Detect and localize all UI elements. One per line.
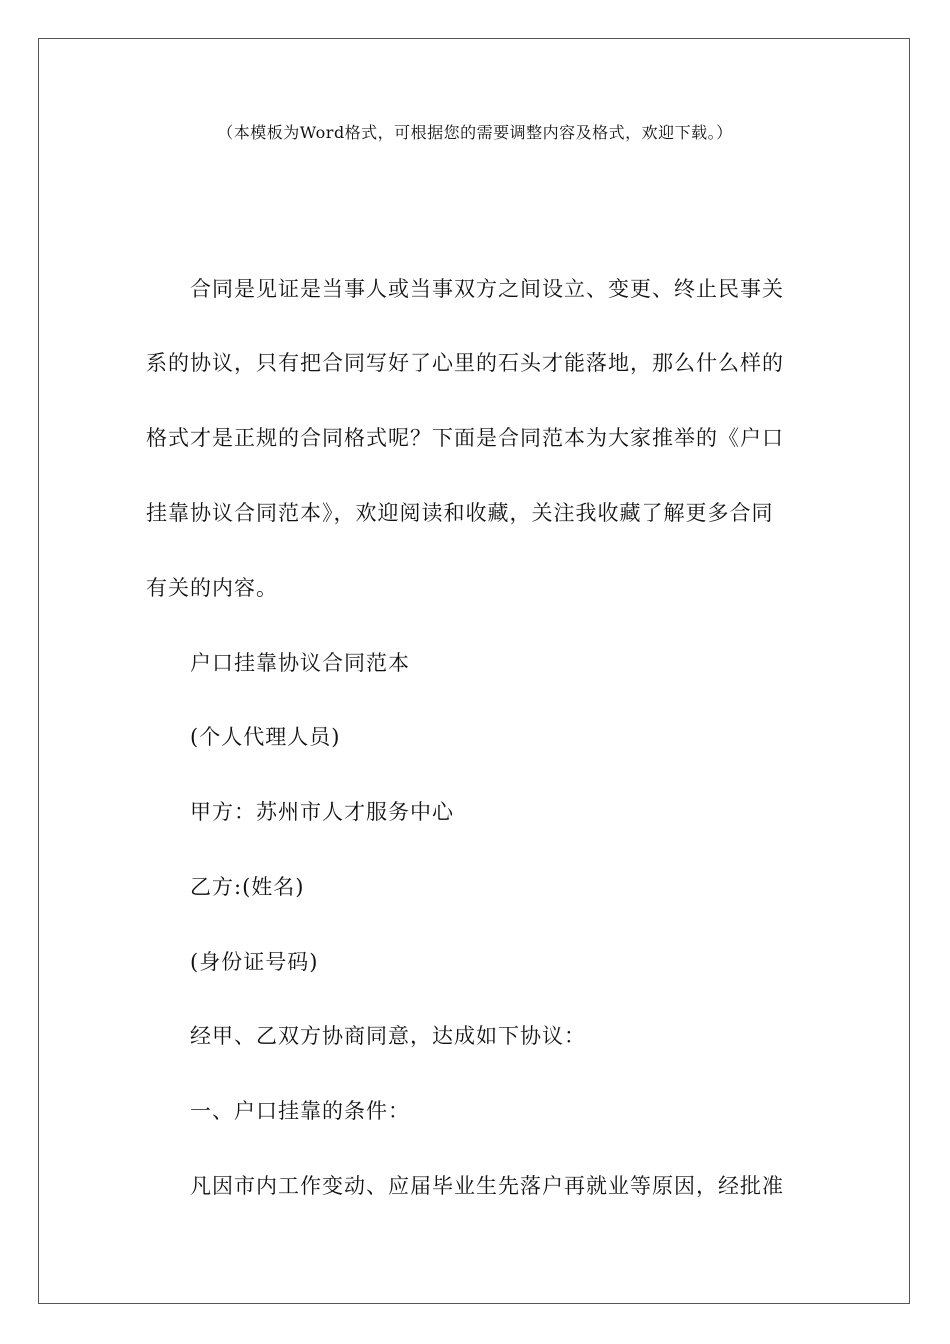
party-a: 甲方：苏州市人才服务中心 [190, 800, 454, 824]
document-page [38, 38, 910, 1304]
intro-line-3: 格式才是正规的合同格式呢？下面是合同范本为大家推举的《户口 [146, 426, 784, 450]
intro-line-2: 系的协议，只有把合同写好了心里的石头才能落地，那么什么样的 [146, 351, 784, 375]
intro-line-5: 有关的内容。 [146, 576, 278, 600]
intro-line-1: 合同是见证是当事人或当事双方之间设立、变更、终止民事关 [190, 277, 784, 301]
template-note: （本模板为Word格式，可根据您的需要调整内容及格式，欢迎下载。） [217, 123, 733, 142]
document-subtitle: (个人代理人员) [190, 725, 341, 749]
section-1-text: 凡因市内工作变动、应届毕业生先落户再就业等原因，经批准 [190, 1174, 784, 1198]
document-title: 户口挂靠协议合同范本 [190, 651, 410, 675]
id-number: (身份证号码) [190, 950, 319, 974]
section-1-heading: 一、户口挂靠的条件： [190, 1099, 410, 1123]
agreement-intro: 经甲、乙双方协商同意，达成如下协议： [190, 1024, 586, 1048]
party-b: 乙方:(姓名) [190, 875, 305, 899]
intro-line-4: 挂靠协议合同范本》，欢迎阅读和收藏，关注我收藏了解更多合同 [146, 501, 774, 525]
